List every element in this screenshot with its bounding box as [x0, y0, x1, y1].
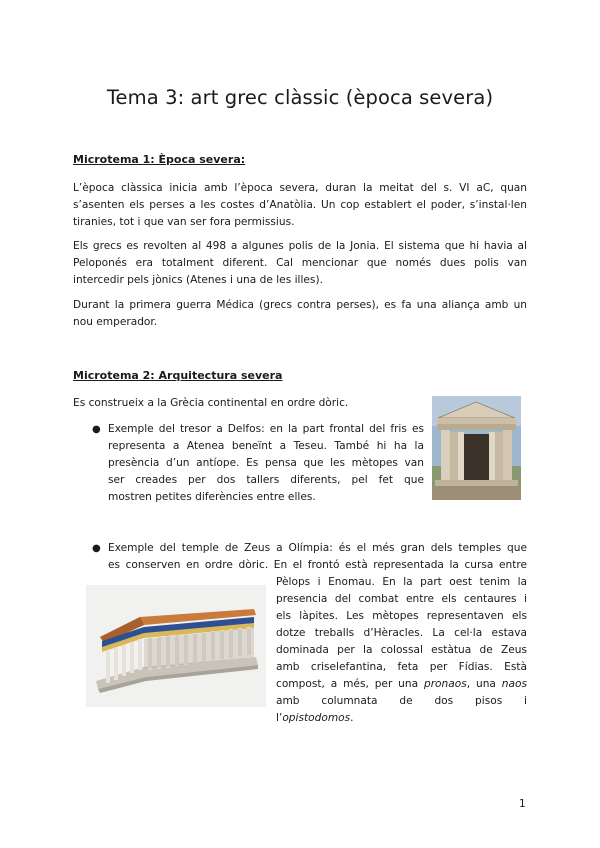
treasury-delphi-image [432, 396, 521, 500]
text-line: Exemple del temple de Zeus a Olímpia: és el més gran dels temples que [108, 542, 527, 554]
text-line: dotze treballs d’Hèracles. La cel·la estava [276, 627, 527, 639]
term-pronaos: pronaos [423, 678, 467, 690]
temple-of-zeus-image [86, 585, 266, 707]
microtema-2-heading: Microtema 2: Arquitectura severa [73, 369, 283, 382]
text-line: Els grecs es revolten al 498 a algunes polis de la Jonia. El sistema que hi havia al [73, 240, 527, 252]
term-naos: naos [501, 678, 527, 690]
text-line: s’asenten els perses a les costes d’Anatòlia. Un cop establert el poder, s’instal·len [73, 199, 527, 211]
text-line: amb columnata de dos pisos i [276, 695, 527, 707]
text-line: nou emperador. [73, 316, 158, 328]
text-line: mostren petites diferències entre elles. [108, 491, 316, 503]
text-run: l’ [276, 712, 283, 724]
text-line: L’època clàssica inicia amb l’època severa, duran la meitat del s. VI aC, quan [73, 182, 527, 194]
paragraph-2 [73, 238, 527, 289]
text-line: representa a Atenea beneïnt a Teseu. També hi ha la [108, 440, 424, 452]
text-line: els làpites. Les mètopes representaven els [276, 610, 527, 622]
text-line: presencia del combat entre els centaures i [276, 593, 527, 605]
text-line [276, 710, 527, 727]
paragraph-3 [73, 297, 527, 331]
text-line: Durant la primera guerra Médica (grecs contra perses), es fa una aliança amb un [73, 299, 527, 311]
zeus-paragraph-side [276, 574, 527, 727]
text-line: Pèlops i Enomau. En la part oest tenim la [276, 576, 527, 588]
text-line: presència d’un antíope. Es pensa que les mètopes van [108, 457, 424, 469]
text-line: intercedir pels jònics (Atenes i una de les illes). [73, 274, 323, 286]
text-line: amb criselefantina, feta per Fídias. Està [276, 661, 527, 673]
zeus-paragraph-full [108, 540, 527, 574]
text-line: Es construeix a la Grècia continental en ordre dòric. [73, 397, 349, 409]
text-run: . [350, 712, 354, 724]
paragraph-1 [73, 180, 527, 231]
text-line: es conserven en ordre dòric. En el frontó està representada la cursa entre [108, 559, 527, 571]
text-run: compost, a més, per una [276, 678, 424, 690]
delfos-paragraph [108, 421, 424, 506]
page-title: Tema 3: art grec clàssic (època severa) [106, 86, 494, 109]
bullet-icon: ● [92, 424, 101, 435]
bullet-icon: ● [92, 543, 101, 554]
text-run: , una [466, 678, 502, 690]
text-line: ser creades per dos tallers diferents, pel fet que [108, 474, 424, 486]
text-line: tiranies, tot i que van ser fora permissius. [73, 216, 295, 228]
microtema-1-heading: Microtema 1: Època severa: [73, 153, 246, 166]
page-number: 1 [519, 798, 526, 810]
text-line: Exemple del tresor a Delfos: en la part frontal del fris es [108, 423, 424, 435]
text-line: Peloponés era totalment diferent. Cal mencionar que només dues polis van [73, 257, 527, 269]
text-line [276, 676, 527, 693]
text-line: dominada per la colossal estàtua de Zeus [276, 644, 527, 656]
term-opistodomos: opistodomos [282, 712, 351, 724]
